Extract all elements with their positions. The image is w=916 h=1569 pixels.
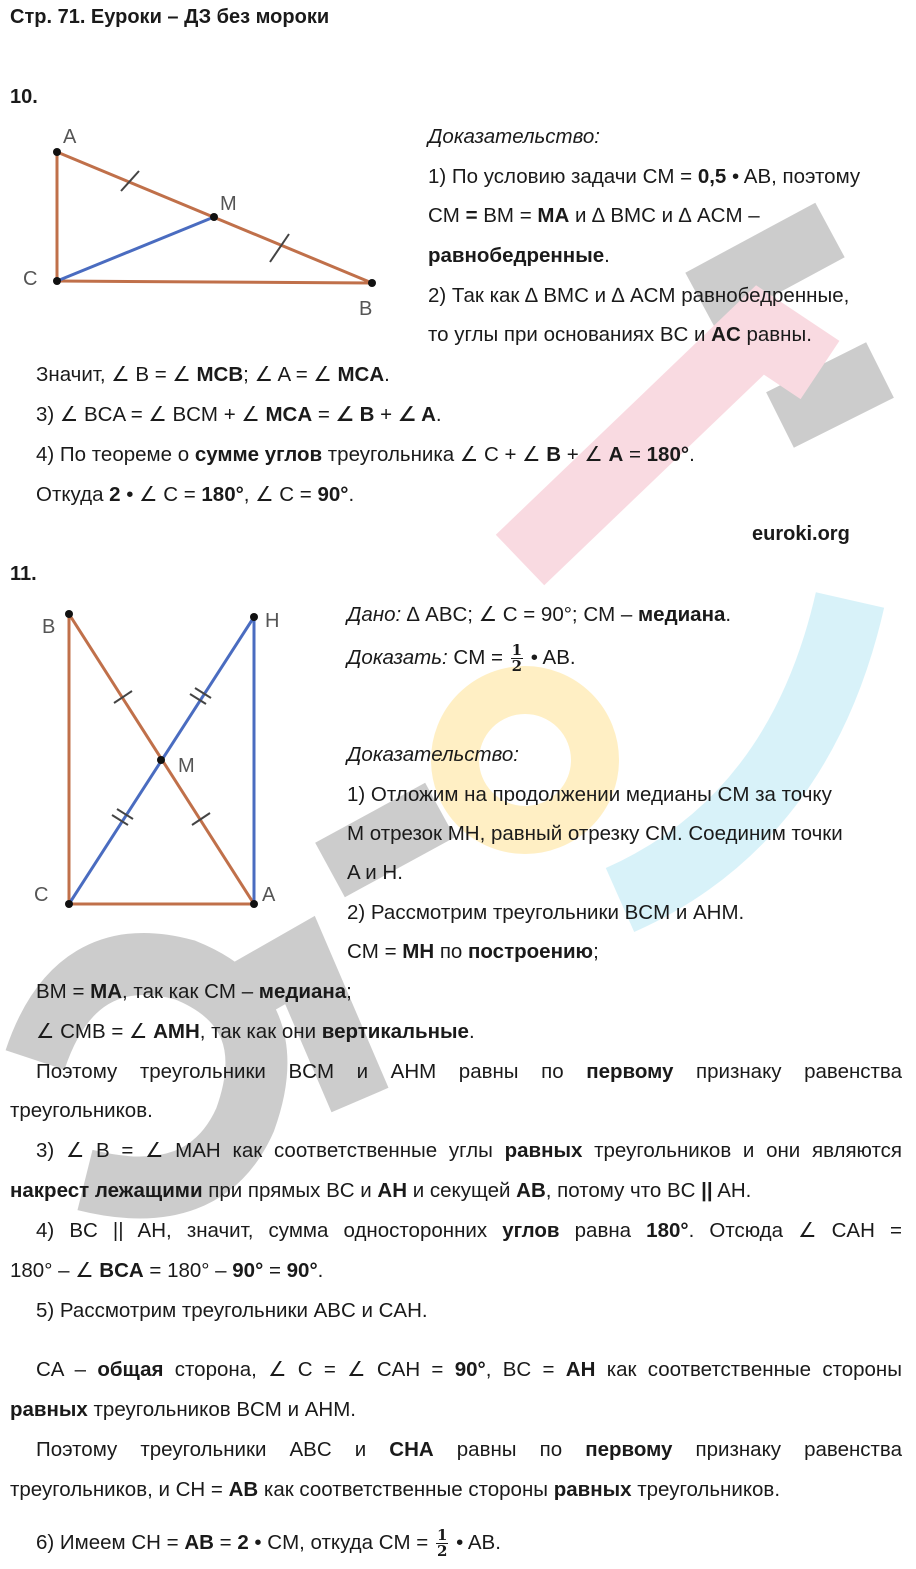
proof-11-line-7: ∠ CMB = ∠ AMH, так как они вертикальные. [36,1020,475,1043]
label-c: C [34,884,49,906]
proof-heading-11: Доказательство: [347,743,519,766]
proof-11-line-16: равных треугольников BCM и AHM. [10,1398,356,1421]
proof-11-line-14: 5) Рассмотрим треугольники ABC и CAH. [36,1299,428,1322]
proof-11-line-9: треугольников. [10,1099,153,1122]
proof-10-line-8: 4) По теореме о сумме углов треугольника ∠ C + ∠ B + ∠ A = 180°. [36,443,695,466]
task-10-figure [15,115,415,325]
proof-11-line-3: A и H. [347,861,403,884]
proof-11-line-5: CM = MH по построению; [347,940,599,963]
proof-10-line-1: 1) По условию задачи CM = 0,5 • AB, поэтому [428,165,861,188]
proof-11-line-18: треугольников, и CH = AB как соответственные стороны равных треугольников. [10,1478,781,1501]
proof-11-line-1: 1) Отложим на продолжении медианы CM за точку [347,783,832,806]
given-line: Дано: ∆ ABC; ∠ C = 90°; CM – медиана. [347,603,732,626]
proof-10-line-5: то углы при основаниях BC и AC равны. [428,323,812,346]
task-11-number: 11. [10,563,37,585]
proof-10-line-7: 3) ∠ BCA = ∠ BCM + ∠ MCA = ∠ B + ∠ A. [36,403,442,426]
label-m: M [220,193,237,215]
label-m: M [178,755,195,777]
label-h: H [265,610,280,632]
task-10-number: 10. [10,86,38,108]
fraction-half: $\frac{1}{2}$ [511,641,523,675]
page-title: Стр. 71. Еуроки – ДЗ без мороки [10,6,330,28]
label-c: C [23,268,38,290]
proof-10-line-6: Значит, ∠ B = ∠ MCB; ∠ A = ∠ MCA. [36,363,390,386]
label-a: A [63,126,77,148]
label-b: B [42,616,56,638]
proof-11-line-17: Поэтому треугольники ABC и CHA равны по первому признаку равенства [36,1438,902,1461]
proof-11-line-15: CA – общая сторона, ∠ C = ∠ CAH = 90°, BC = AH как соответственные стороны [36,1358,902,1381]
proof-11-line-10: 3) ∠ B = ∠ MAH как соответственные углы равных треугольников и они являются [36,1139,902,1162]
proof-11-line-8: Поэтому треугольники BCM и AHM равны по первому признаку равенства [36,1060,902,1083]
proof-10-line-9: Откуда 2 • ∠ C = 180°, ∠ C = 90°. [36,483,355,506]
proof-11-line-19: 6) Имеем CH = AB = 2 • CM, откуда CM = $\frac{1}{2}$ • AB. [36,1526,501,1560]
proof-11-line-12: 4) BC || AH, значит, сумма односторонних углов равна 180°. Отсюда ∠ CAH = [36,1219,902,1242]
proof-heading-10: Доказательство: [428,125,600,148]
proof-11-line-6: BM = MA, так как CM – медиана; [36,980,352,1003]
proof-10-line-4: 2) Так как ∆ BMC и ∆ ACM равнобедренные, [428,284,850,307]
label-a: A [262,884,276,906]
prove-line: Доказать: CM = $\frac{1}{2}$ • AB. [347,641,576,675]
proof-11-line-11: накрест лежащими при прямых BC и AH и секущей AB, потому что BC || AH. [10,1179,752,1202]
proof-11-line-4: 2) Рассмотрим треугольники BCM и AHM. [347,901,745,924]
fraction-half-2: $\frac{1}{2}$ [436,1526,448,1560]
proof-10-line-2: CM = BM = MA и ∆ BMC и ∆ ACM – [428,204,760,227]
proof-10-line-3: равнобедренные. [428,244,610,267]
proof-11-line-13: 180° – ∠ BCA = 180° – 90° = 90°. [10,1259,324,1282]
site-link[interactable]: euroki.org [752,523,850,545]
label-b: B [359,298,373,320]
proof-11-line-2: M отрезок MH, равный отрезку CM. Соединим точки [347,822,843,845]
task-11-figure [20,595,320,925]
